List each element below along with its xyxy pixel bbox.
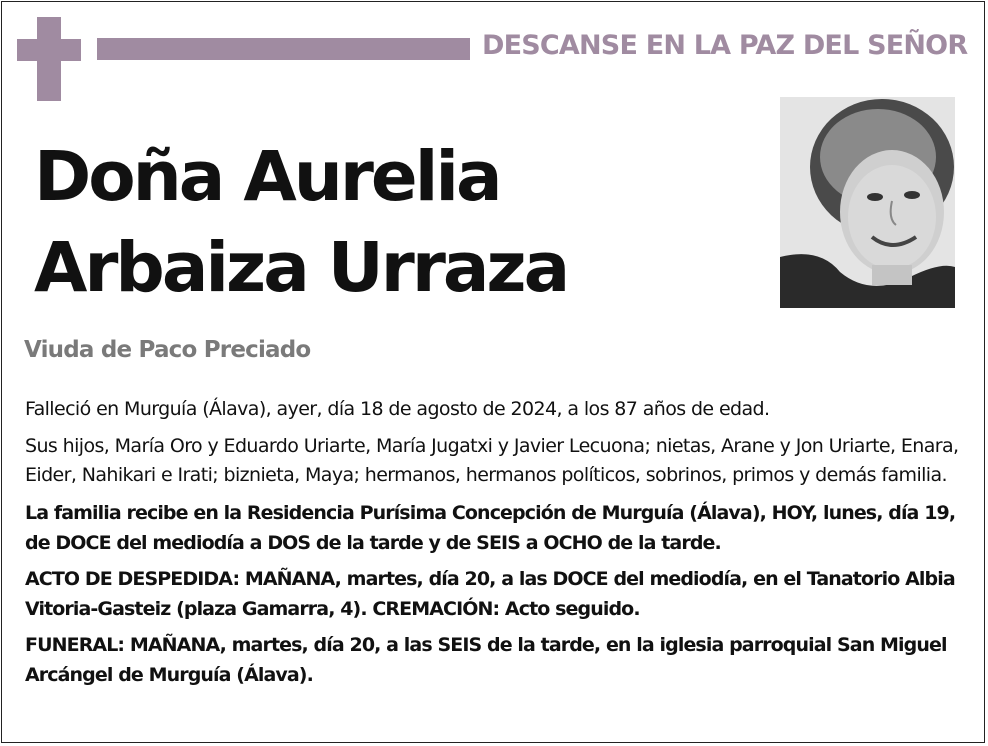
cross-icon-horizontal [17,39,81,61]
funeral-paragraph: FUNERAL: MAÑANA, martes, día 20, a las SEIS de la tarde, en la iglesia parroquial San Miguel Arcángel de Murguía (Álava). [25,634,947,686]
portrait-image [780,97,955,308]
header-title: DESCANSE EN LA PAZ DEL SEÑOR [482,30,968,61]
deceased-name [34,132,567,314]
farewell-paragraph: ACTO DE DESPEDIDA: MAÑANA, martes, día 20, a las DOCE del mediodía, en el Tanatorio Albia Vitoria-Gasteiz (plaza Gamarra, 4). CREMACIÓN: Acto seguido. [25,568,955,620]
death-notice-paragraph: Falleció en Murguía (Álava), ayer, día 18 de agosto de 2024, a los 87 años de edad. [25,398,770,420]
obituary-body [25,395,970,696]
subtitle-widow-of: Viuda de Paco Preciado [24,337,311,363]
name-line-2: Arbaiza Urraza [34,228,568,308]
family-paragraph: Sus hijos, María Oro y Eduardo Uriarte, María Jugatxi y Javier Lecuona; nietas, Arane y Jon Uriarte, Enara, Eider, Nahikari e Irati; biznieta, Maya; hermanos, hermanos políticos, sobrinos, primos y demás familia. [25,435,959,486]
header-rule [97,38,470,60]
name-line-1: Doña Aurelia [34,137,500,217]
portrait-photo [780,97,955,308]
visitation-paragraph: La familia recibe en la Residencia Purísima Concepción de Murguía (Álava), HOY, lunes, día 19, de DOCE del mediodía a DOS de la tarde y de SEIS a OCHO de la tarde. [25,502,956,554]
